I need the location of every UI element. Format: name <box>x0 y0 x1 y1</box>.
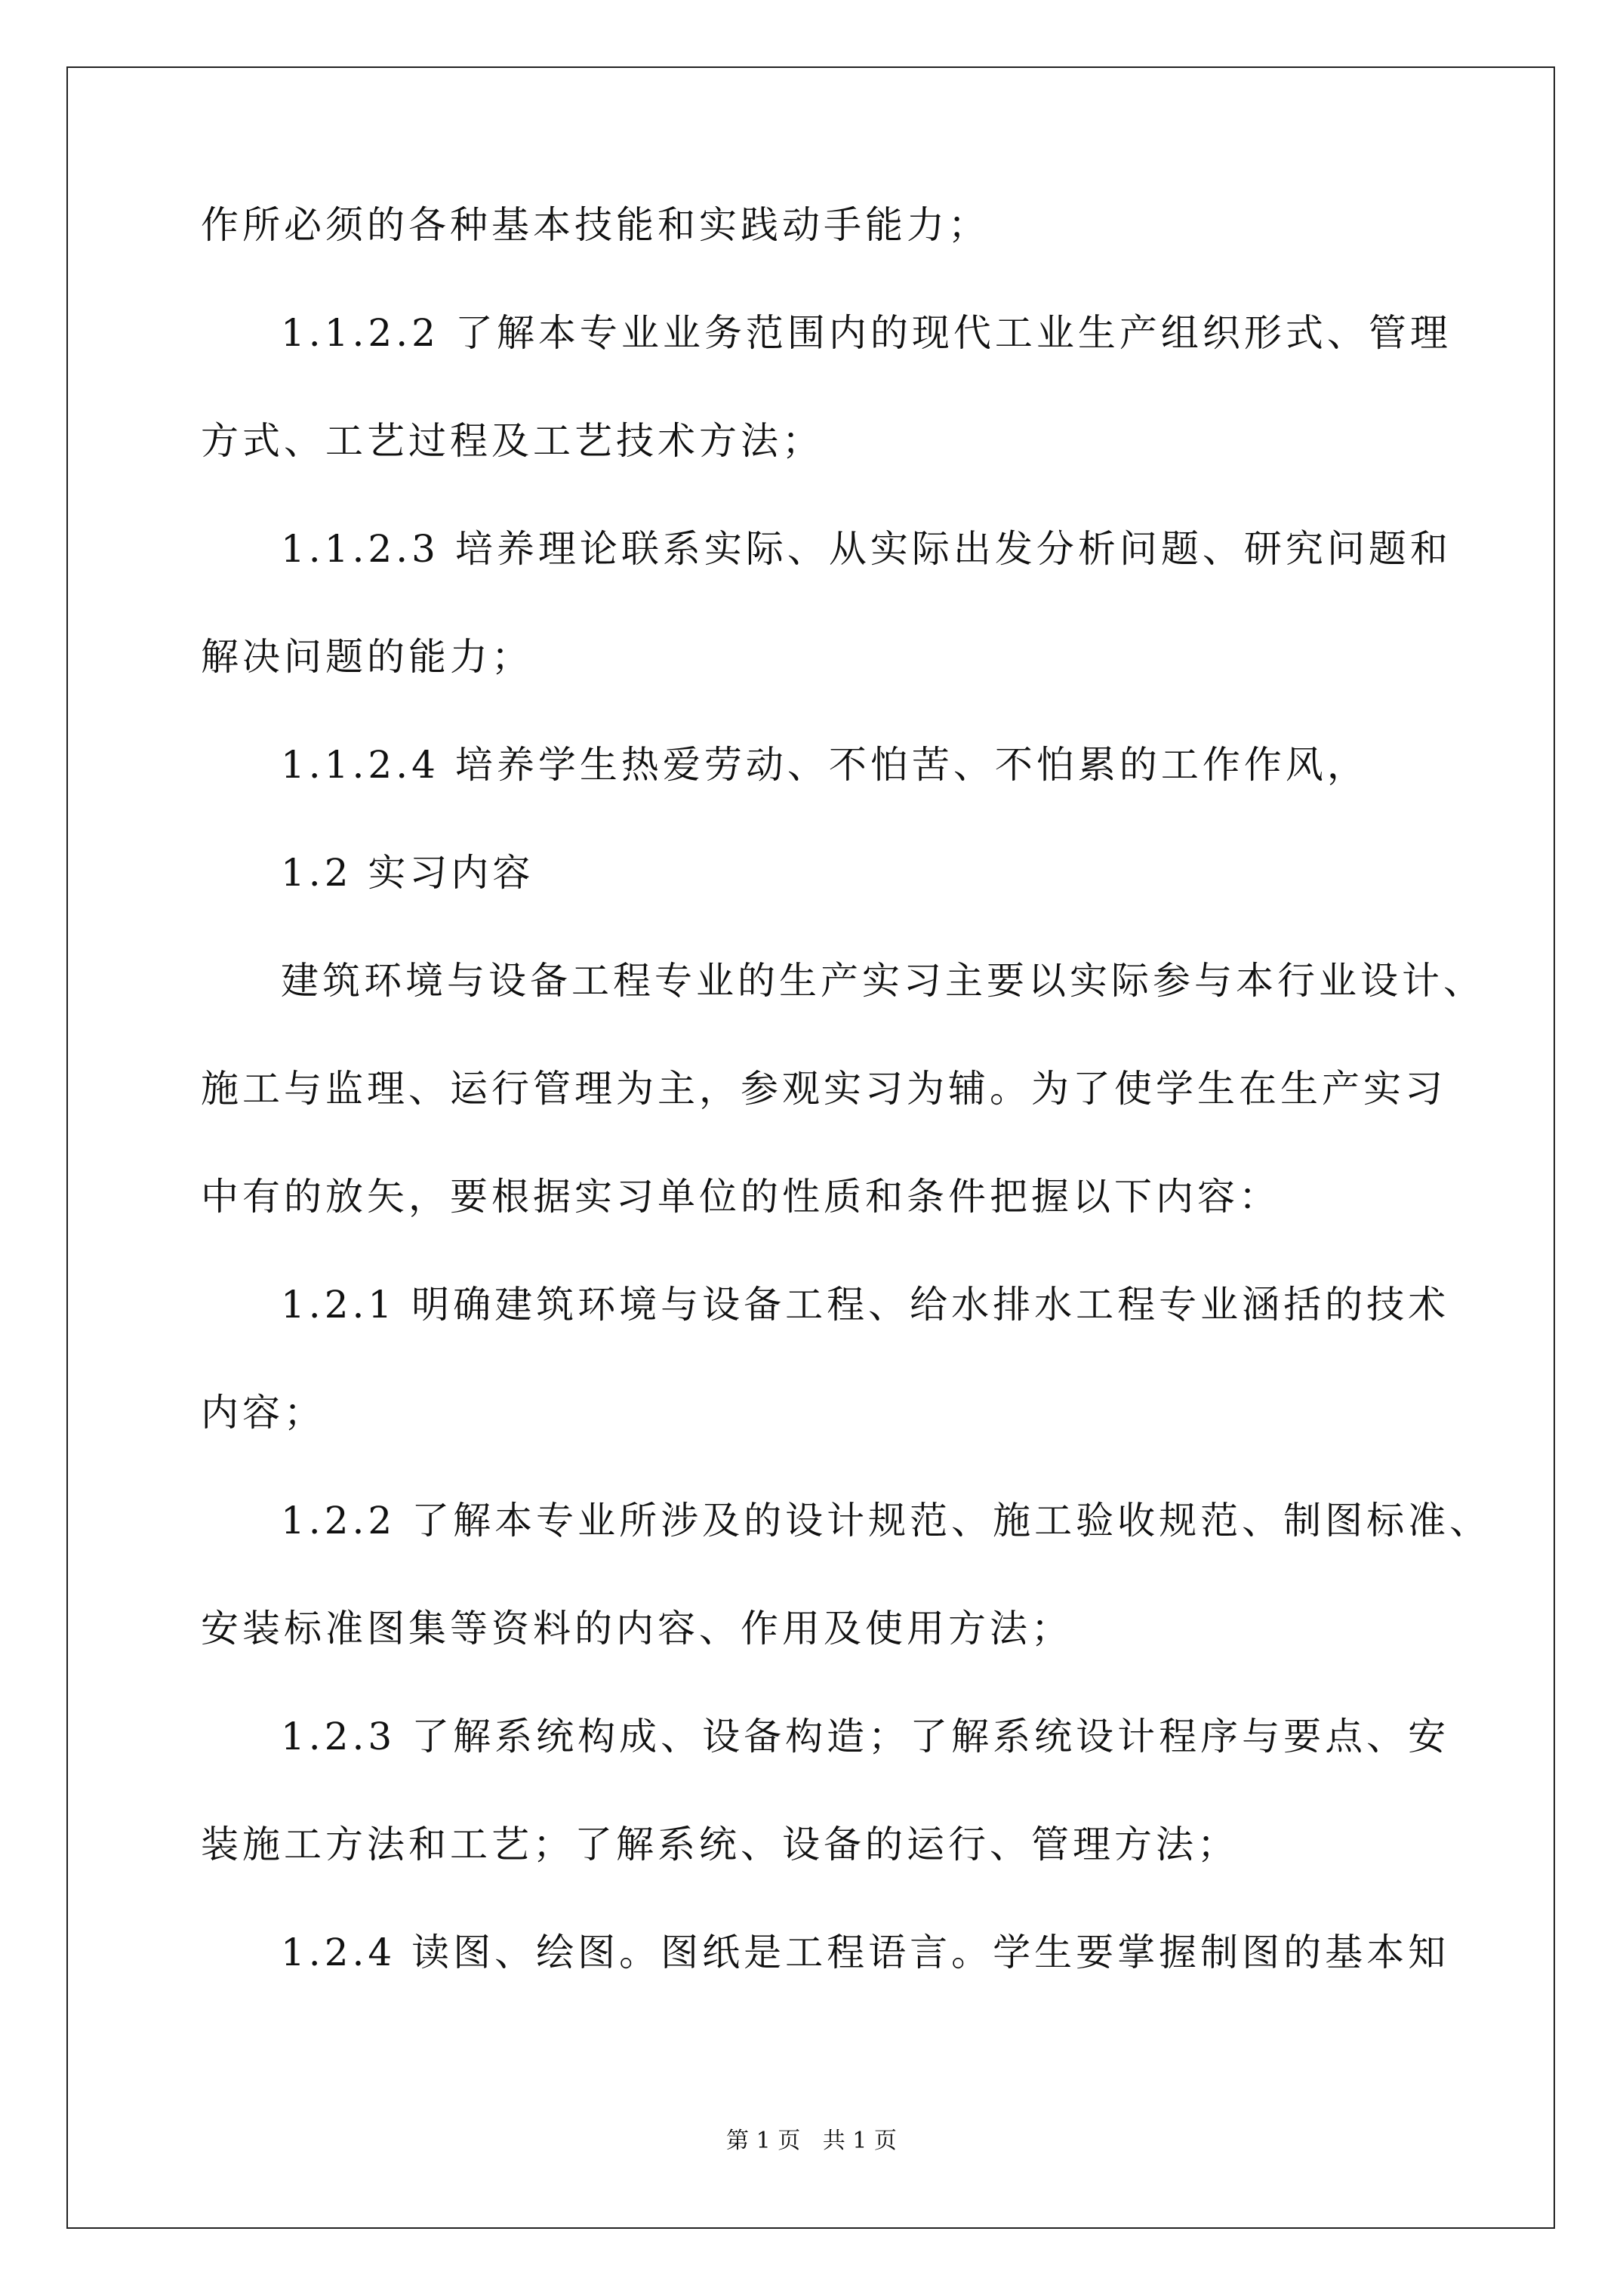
text-line: 建筑环境与设备工程专业的生产实习主要以实际参与本行业设计、 <box>281 959 1485 1003</box>
page-number: 第 1 页 <box>726 2128 801 2154</box>
text-line: 1.1.2.3 培养理论联系实际、从实际出发分析问题、研究问题和 <box>281 527 1452 571</box>
section-heading: 1.2 实习内容 <box>281 851 534 895</box>
page-total: 共 1 页 <box>822 2128 897 2154</box>
page-footer <box>0 2128 1623 2155</box>
text-line: 装施工方法和工艺；了解系统、设备的运行、管理方法； <box>201 1823 1239 1866</box>
text-line: 方式、工艺过程及工艺技术方法； <box>201 419 824 463</box>
text-line: 1.2.1 明确建筑环境与设备工程、给水排水工程专业涵括的技术 <box>281 1283 1450 1327</box>
text-line: 安装标准图集等资料的内容、作用及使用方法； <box>201 1607 1073 1650</box>
text-line: 施工与监理、运行管理为主，参观实习为辅。为了使学生在生产实习 <box>201 1067 1446 1111</box>
text-line: 1.2.3 了解系统构成、设备构造；了解系统设计程序与要点、安 <box>281 1715 1450 1758</box>
text-line: 内容； <box>201 1391 325 1435</box>
text-line: 解决问题的能力； <box>201 635 533 679</box>
text-line: 1.2.2 了解本专业所涉及的设计规范、施工验收规范、制图标准、 <box>281 1499 1492 1542</box>
document-body <box>201 203 1492 1974</box>
text-line: 1.1.2.4 培养学生热爱劳动、不怕苦、不怕累的工作作风， <box>281 743 1369 787</box>
text-line: 1.2.4 读图、绘图。图纸是工程语言。学生要掌握制图的基本知 <box>281 1931 1450 1974</box>
text-line: 中有的放矢，要根据实习单位的性质和条件把握以下内容： <box>201 1175 1280 1219</box>
text-line: 作所必须的各种基本技能和实践动手能力； <box>201 203 990 247</box>
text-line: 1.1.2.2 了解本专业业务范围内的现代工业生产组织形式、管理 <box>281 311 1452 355</box>
